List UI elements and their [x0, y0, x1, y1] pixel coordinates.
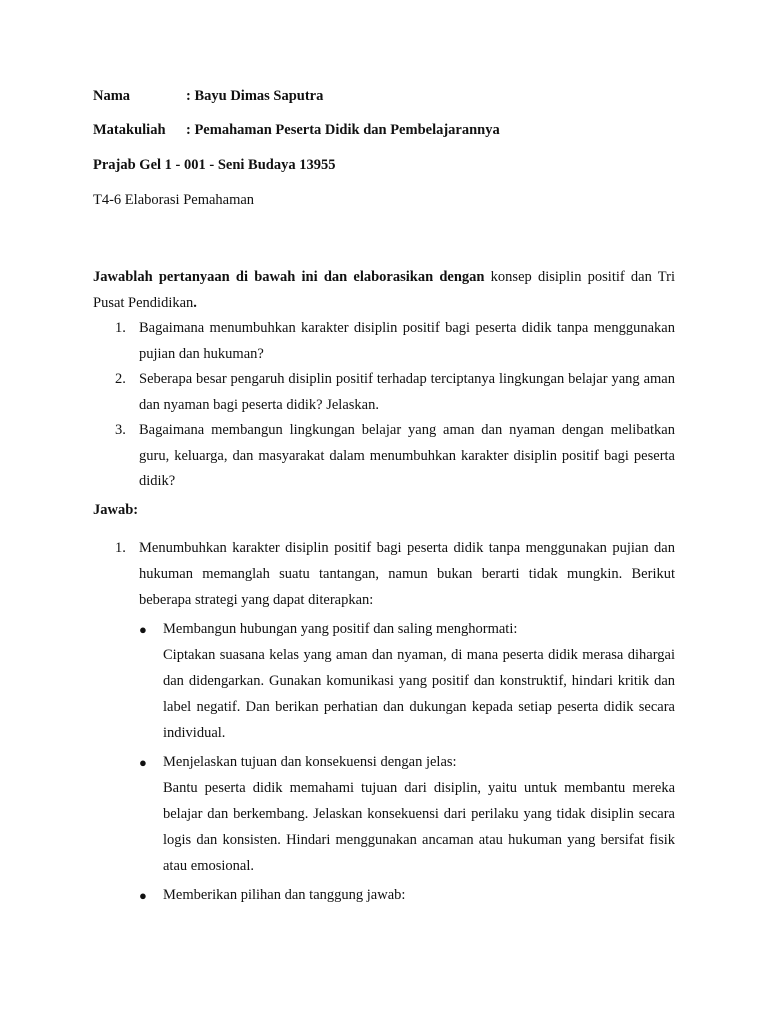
course-line: [93, 122, 500, 139]
course-value: : Pemahaman Peserta Didik dan Pembelajarannya: [186, 122, 500, 138]
question-text: Seberapa besar pengaruh disiplin positif terhadap terciptanya lingkungan belajar yang aman dan nyaman bagi peserta didik? Jelaskan.: [139, 371, 675, 413]
strategy-item: [139, 750, 675, 879]
strategy-title: Membangun hubungan yang positif dan saling menghormati:: [163, 621, 518, 638]
question-number: 2.: [115, 371, 126, 387]
question-item: [93, 418, 675, 495]
prajab-line: Prajab Gel 1 - 001 - Seni Budaya 13955: [93, 157, 336, 173]
task-title: T4-6 Elaborasi Pemahaman: [93, 192, 255, 208]
intro-bold: Jawablah pertanyaan di bawah ini dan elaborasikan dengan: [93, 269, 485, 285]
intro-end: .: [193, 295, 197, 311]
strategy-list: [139, 617, 675, 909]
answer-text: Menumbuhkan karakter disiplin positif bagi peserta didik tanpa menggunakan pujian dan hukuman memanglah suatu tantangan, namun bukan berarti tidak mungkin. Berikut beberapa strategi yang dapat diterapkan:: [139, 540, 675, 608]
strategy-description: Bantu peserta didik memahami tujuan dari disiplin, yaitu untuk membantu mereka belajar dan berkembang. Jelaskan konsekuensi dari perilaku yang tidak disiplin secara logis dan konsisten. Hindari menggunakan ancaman atau hukuman yang bersifat fisik atau emosional.: [163, 780, 675, 874]
strategy-item: [139, 617, 675, 746]
strategy-title: Memberikan pilihan dan tanggung jawab:: [163, 887, 406, 904]
strategy-description: Ciptakan suasana kelas yang aman dan nyaman, di mana peserta didik merasa dihargai dan didengarkan. Gunakan komunikasi yang positif dan konstruktif, hindari kritik dan label negatif. Dan berikan perhatian dan dukungan kepada setiap peserta didik secara individual.: [163, 647, 675, 741]
intro-paragraph: [93, 264, 675, 316]
answer-item: [93, 536, 675, 909]
bullet-icon: ●: [139, 755, 147, 771]
question-item: [93, 316, 675, 367]
bullet-icon: ●: [139, 622, 147, 638]
answer-heading: Jawab:: [93, 502, 139, 518]
intro-normal: konsep disiplin positif dan Tri Pusat Pendidikan: [93, 269, 675, 311]
question-number: 1.: [115, 320, 126, 336]
strategy-title: Menjelaskan tujuan dan konsekuensi dengan jelas:: [163, 754, 457, 771]
question-text: Bagaimana menumbuhkan karakter disiplin positif bagi peserta didik tanpa menggunakan pujian dan hukuman?: [139, 320, 675, 362]
course-label: Matakuliah: [93, 122, 166, 138]
name-line: [93, 88, 323, 105]
answer-list: [93, 536, 675, 913]
name-label: Nama: [93, 88, 131, 104]
answer-number: 1.: [115, 540, 126, 556]
question-list: [93, 316, 675, 495]
name-value: : Bayu Dimas Saputra: [186, 88, 324, 104]
question-item: [93, 367, 675, 418]
question-text: Bagaimana membangun lingkungan belajar yang aman dan nyaman dengan melibatkan guru, keluarga, dan masyarakat dalam menumbuhkan karakter disiplin positif bagi peserta didik?: [139, 422, 675, 489]
bullet-icon: ●: [139, 888, 147, 904]
strategy-item: [139, 883, 675, 909]
question-number: 3.: [115, 422, 126, 438]
